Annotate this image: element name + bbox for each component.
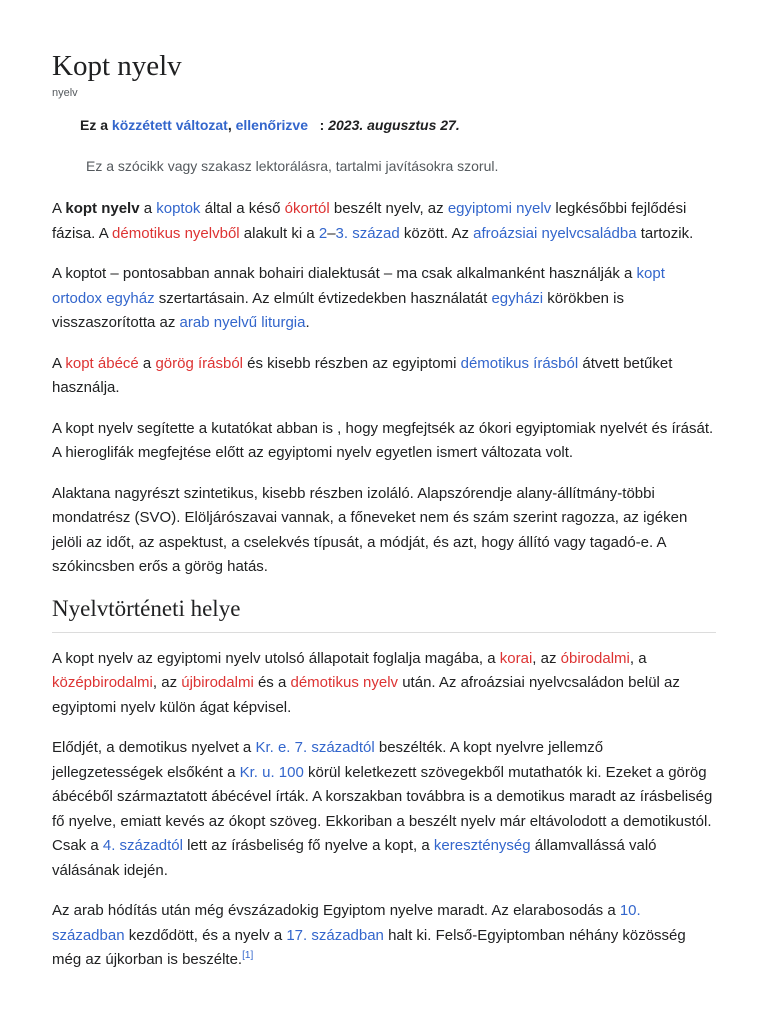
text: halt ki. Felső-Egyiptomban néhány közösség még az újkorban is beszélte. [52, 926, 686, 968]
text: tartozik. [636, 224, 694, 242]
text: . [305, 314, 310, 331]
link-demotikus-nyelv[interactable]: démotikus nyelv [290, 674, 399, 691]
text: A kopt nyelv az egyiptomi nyelv utolsó állapotait foglalja magába, a [52, 649, 500, 667]
article-body [52, 197, 716, 989]
link-kopt-abece[interactable]: kopt ábécé [65, 354, 139, 372]
page-subtitle: nyelv [52, 87, 78, 99]
text: A [52, 354, 66, 372]
link-egyhazi[interactable]: egyházi [491, 289, 544, 307]
text: alakult ki a [239, 224, 319, 242]
published-version-link[interactable]: közzétett változat [111, 117, 228, 133]
link-17-szazadban[interactable]: 17. században [286, 926, 384, 944]
link-demotikus-irasbol[interactable]: démotikus írásból [460, 354, 579, 372]
text: körül keletkezett szövegekből mutathatók ki. Ezeket a görög ábécéből származtatott ábécével írták. A korszakban továbbra is a demotikus maradt az írásbeliség fő nyelve, emiatt kevés az ókopt szöveg. Ekkoriban a beszélt nyelv már eltávolodott a demotikustól. Csak a [52, 763, 713, 854]
bold-term: kopt nyelv [65, 200, 140, 217]
text: – [327, 224, 336, 242]
page-title: Kopt nyelv [52, 50, 182, 82]
text: a [138, 354, 156, 372]
link-okortol[interactable]: ókortól [284, 200, 330, 217]
link-kr-u-100[interactable]: Kr. u. 100 [239, 763, 304, 781]
text: átvett betűket használja. [52, 354, 673, 396]
text: között. Az [399, 224, 474, 242]
link-liturgia[interactable]: liturgia [261, 314, 306, 331]
text: , a [629, 649, 647, 667]
text: Elődjét, a demotikus nyelvet a [52, 739, 256, 756]
link-ujbirodalmi[interactable]: újbirodalmi [181, 674, 254, 691]
section-paragraph-3 [52, 899, 716, 973]
intro-paragraph-4: A kopt nyelv segítette a kutatókat abban is , hogy megfejtsék az ókori egyiptomiak nyelvét és írását. A hieroglifák megfejtése előtt az egyiptomi nyelv egyetlen ismert változata volt. [52, 419, 714, 461]
text: , az [152, 674, 182, 691]
text: A [52, 200, 66, 217]
link-kopt-ortodox-egyhaz[interactable]: kopt ortodox egyház [52, 265, 665, 307]
link-demotikus-nyelvbol[interactable]: démotikus nyelvből [112, 224, 240, 242]
revision-colon: : [307, 117, 329, 133]
revision-notice [80, 117, 460, 133]
intro-paragraph-1 [52, 197, 716, 246]
reference-link[interactable]: [1] [242, 950, 254, 961]
link-keresztenyseg[interactable]: kereszténység [433, 837, 531, 854]
intro-paragraph-5: Alaktana nagyrészt szintetikus, kisebb részben izoláló. Alapszórendje alany-állítmány-többi mondatrész (SVO). Elöljárószavai vannak, a főneveket nem és szám szerint ragozza, az igéken jelöli az időt, az aspektust, a cselekvés típusát, a módját, és azt, hogy állító vagy tagadó-e. A szókincsben erős a görög hatás. [52, 484, 688, 575]
text: államvallássá való válásának idején. [52, 837, 657, 879]
link-egyiptomi-nyelv[interactable]: egyiptomi nyelv [447, 200, 552, 217]
intro-paragraph-3 [52, 352, 716, 401]
revision-prefix: Ez a [80, 117, 112, 133]
checked-link[interactable]: ellenőrizve [235, 117, 308, 133]
text: és a [253, 674, 291, 691]
text: A koptot – pontosabban annak bohairi dialektusát – ma csak alkalmanként használják a [52, 265, 637, 282]
text: beszélték. A kopt nyelvre jellemző jellegzetességek elsőként a [52, 739, 604, 781]
section-heading: Nyelvtörténeti helye [52, 596, 716, 633]
link-10-szazadban[interactable]: 10. században [52, 902, 641, 944]
link-obirodalmi[interactable]: óbirodalmi [560, 649, 630, 667]
text: a [139, 200, 157, 217]
maintenance-notice: Ez a szócikk vagy szakasz lektorálásra, tartalmi javításokra szorul. [86, 158, 499, 174]
text: legkésőbbi fejlődési fázisa. A [52, 200, 687, 242]
revision-comma: , [227, 117, 236, 133]
text: körökben is visszaszorította az [52, 289, 625, 331]
link-arab-nyelvu[interactable]: arab nyelvű [179, 314, 258, 331]
text: által a késő [200, 200, 285, 217]
link-kr-e-7-szazadtol[interactable]: Kr. e. 7. századtól [255, 739, 375, 756]
section-paragraph-2 [52, 736, 716, 883]
text: beszélt nyelv, az [329, 200, 448, 217]
text: Az arab hódítás után még évszázadokig Egyiptom nyelve maradt. Az elarabosodás a [52, 902, 620, 919]
text: szertartásain. Az elmúlt évtizedekben használatát [154, 289, 492, 307]
link-korai[interactable]: korai [499, 649, 533, 667]
intro-paragraph-2 [52, 262, 716, 336]
link-4-szazadtol[interactable]: 4. századtól [102, 837, 183, 854]
text: és kisebb részben az egyiptomi [243, 354, 461, 372]
link-3-szazad[interactable]: 3. század [335, 224, 400, 242]
text: kezdődött, és a nyelv a [124, 926, 287, 944]
section-paragraph-1 [52, 647, 716, 721]
link-afroazsiai-nyelvcsalad[interactable]: afroázsiai nyelvcsaládba [473, 224, 637, 242]
text: után. Az afroázsiai nyelvcsaládon belül az egyiptomi nyelv külön ágat képvisel. [52, 674, 680, 716]
link-2[interactable]: 2 [318, 224, 328, 242]
link-kozepbirodalmi[interactable]: középbirodalmi [52, 674, 153, 691]
text: lett az írásbeliség fő nyelve a kopt, a [182, 837, 434, 854]
text: , az [532, 649, 561, 667]
revision-date: 2023. augusztus 27. [328, 117, 460, 133]
link-gorog-irasbol[interactable]: görög írásból [155, 354, 243, 372]
link-koptok[interactable]: koptok [156, 200, 201, 217]
